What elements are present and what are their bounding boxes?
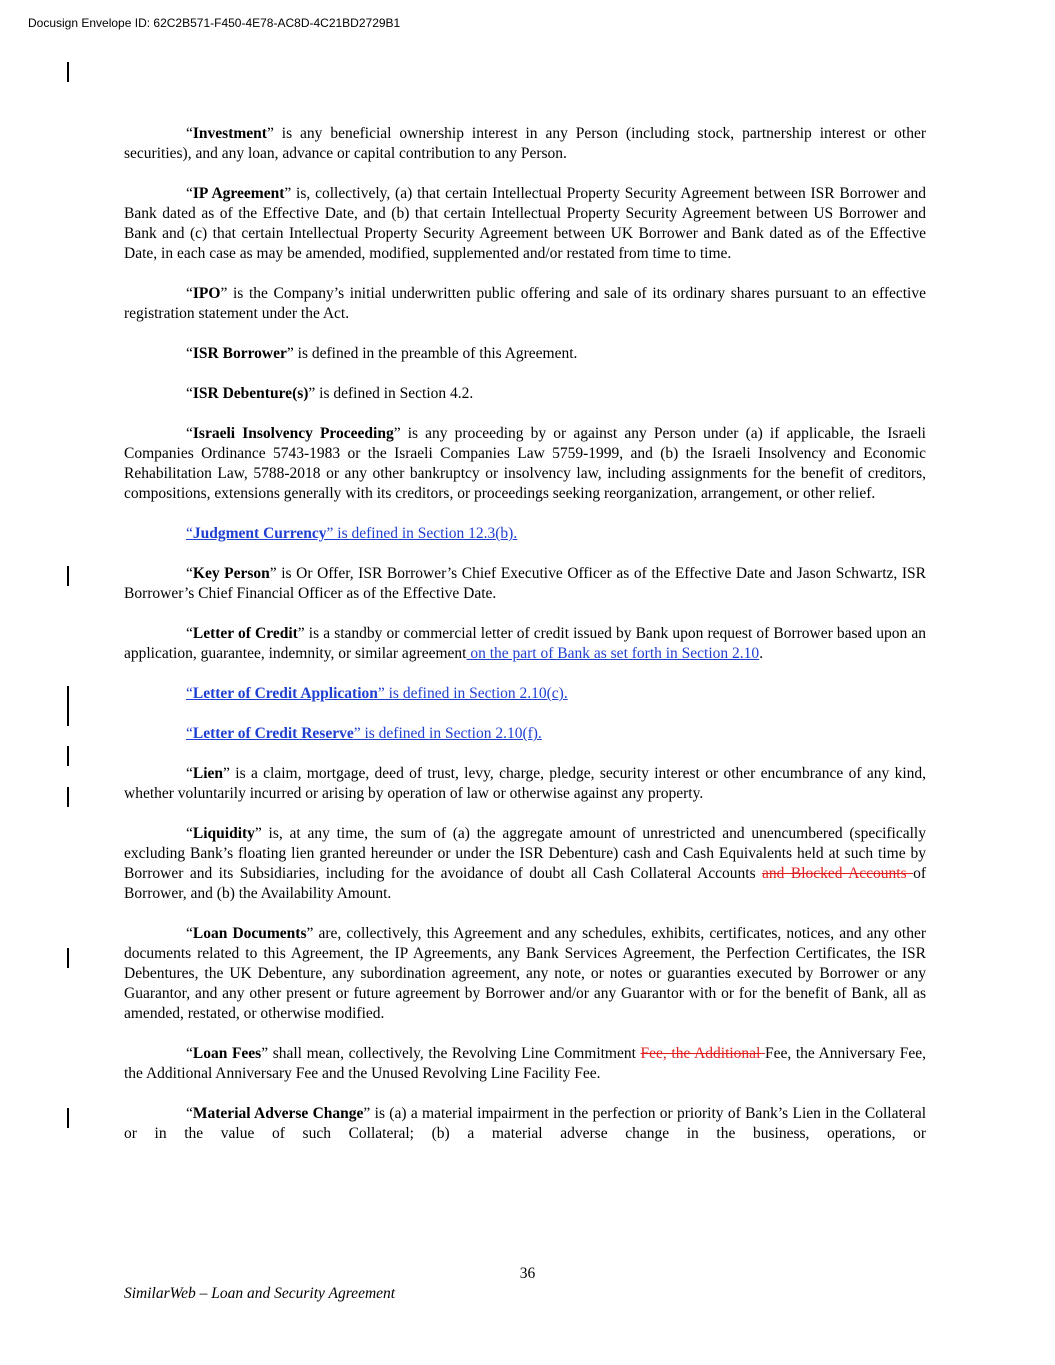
definition-ipo: “IPO” is the Company’s initial underwritten public offering and sale of its ordinary shares pursuant to an effective registration statement under the Act. [124,285,926,322]
definition-isr-borrower: “ISR Borrower” is defined in the preamble of this Agreement. [186,345,578,362]
term: Key Person [192,565,270,582]
definition-lien: “Lien” is a claim, mortgage, deed of trust, levy, charge, pledge, security interest or other encumbrance of any kind, whether voluntarily incurred or arising by operation of law or otherwise against any property. [124,765,926,802]
term: Loan Documents [192,925,307,942]
change-bar [67,686,69,726]
definition-loc-reserve: “Letter of Credit Reserve” is defined in Section 2.10(f). [186,725,542,742]
definition-judgment-currency: “Judgment Currency” is defined in Section 12.3(b). [186,525,518,542]
term: Letter of Credit Application [192,685,378,702]
change-bar [67,746,69,766]
term: Investment [192,125,267,142]
change-bar [67,787,69,807]
definition-isr-debentures: “ISR Debenture(s)” is defined in Section 4.2. [186,385,474,402]
term: Liquidity [192,825,255,842]
term: Letter of Credit Reserve [192,725,354,742]
definition-israeli-insolvency-proceeding: “Israeli Insolvency Proceeding” is any proceeding by or against any Person under (a) if applicable, the Israeli Companies Ordinance 5743-1983 or the Israeli Companies Law 5759-1999, and (b) the Israeli Insolvency and Economic Rehabilitation Law, 5788-2018 or any other bankruptcy or insolvency law, including assignments for the benefit of creditors, compositions, extensions generally with its creditors, or proceedings seeking reorganization, arrangement, or other relief. [124,425,926,502]
definition-key-person: “Key Person” is Or Offer, ISR Borrower’s Chief Executive Officer as of the Effective Date and Jason Schwartz, ISR Borrower’s Chief Financial Officer as of the Effective Date. [124,565,926,602]
deleted-text: Fee, the Additional [640,1045,765,1062]
change-bar [67,566,69,586]
term: ISR Debenture(s) [192,385,309,402]
definition-letter-of-credit: “Letter of Credit” is a standby or commercial letter of credit issued by Bank upon request of Borrower based upon an application, guarantee, indemnity, or similar agreement on the part of Bank as set forth in Section 2.10. [124,625,926,662]
inserted-text: on the part of Bank as set forth in Section 2.10 [466,645,760,662]
definition-loan-documents: “Loan Documents” are, collectively, this Agreement and any schedules, exhibits, certificates, notices, and any other documents related to this Agreement, the IP Agreements, any Bank Services Agreement, the Perfection Certificates, the ISR Debentures, the UK Debenture, any subordination agreement, any note, or notes or guaranties executed by Borrower or any Guarantor, and any other present or future agreement by Borrower and/or any Guarantor with or for the benefit of Bank, all as amended, restated, or otherwise modified. [124,925,926,1022]
term: Loan Fees [192,1045,262,1062]
footer-title: SimilarWeb – Loan and Security Agreement [124,1285,396,1302]
term: Lien [192,765,224,782]
definition-loc-application: “Letter of Credit Application” is defined in Section 2.10(c). [186,685,568,702]
term: Israeli Insolvency Proceeding [192,425,394,442]
term: ISR Borrower [192,345,287,362]
deleted-text: and Blocked Accounts [762,865,914,882]
page-number: 36 [519,1265,536,1282]
term: IP Agreement [192,185,285,202]
term: Judgment Currency [192,525,327,542]
envelope-id: Docusign Envelope ID: 62C2B571-F450-4E78-AC8D-4C21BD2729B1 [28,16,401,30]
definition-ip-agreement: “IP Agreement” is, collectively, (a) that certain Intellectual Property Security Agreement between ISR Borrower and Bank dated as of the Effective Date, and (b) that certain Intellectual Property Security Agreement between US Borrower and Bank and (c) that certain Intellectual Property Security Agreement between UK Borrower and Bank dated as of the Effective Date, in each case as may be amended, modified, supplemented and/or restated from time to time. [124,185,927,262]
definition-investment: “Investment” is any beneficial ownership interest in any Person (including stock, partnership interest or other securities), and any loan, advance or capital contribution to any Person. [124,125,926,162]
term: IPO [192,285,221,302]
definition-liquidity: “Liquidity” is, at any time, the sum of (a) the aggregate amount of unrestricted and unencumbered (specifically excluding Bank’s floating lien granted hereunder or under the ISR Debenture) cash and Cash Equivalents held at such time by Borrower and its Subsidiaries, including for the avoidance of doubt all Cash Collateral Accounts and Blocked Accounts of Borrower, and (b) the Availability Amount. [124,825,926,902]
change-bar [67,1108,69,1128]
definition-loan-fees: “Loan Fees” shall mean, collectively, the Revolving Line Commitment Fee, the Additional Fee, the Anniversary Fee, the Additional Anniversary Fee and the Unused Revolving Line Facility Fee. [124,1045,926,1082]
term: Letter of Credit [192,625,298,642]
change-bar [67,62,69,82]
term: Material Adverse Change [192,1105,364,1122]
change-bar [67,948,69,968]
definition-material-adverse-change: “Material Adverse Change” is (a) a material impairment in the perfection or priority of Bank’s Lien in the Collateral or in the value of such Collateral; (b) a material adverse change in the business, operations, or [124,1105,926,1142]
document-body [124,124,926,1164]
